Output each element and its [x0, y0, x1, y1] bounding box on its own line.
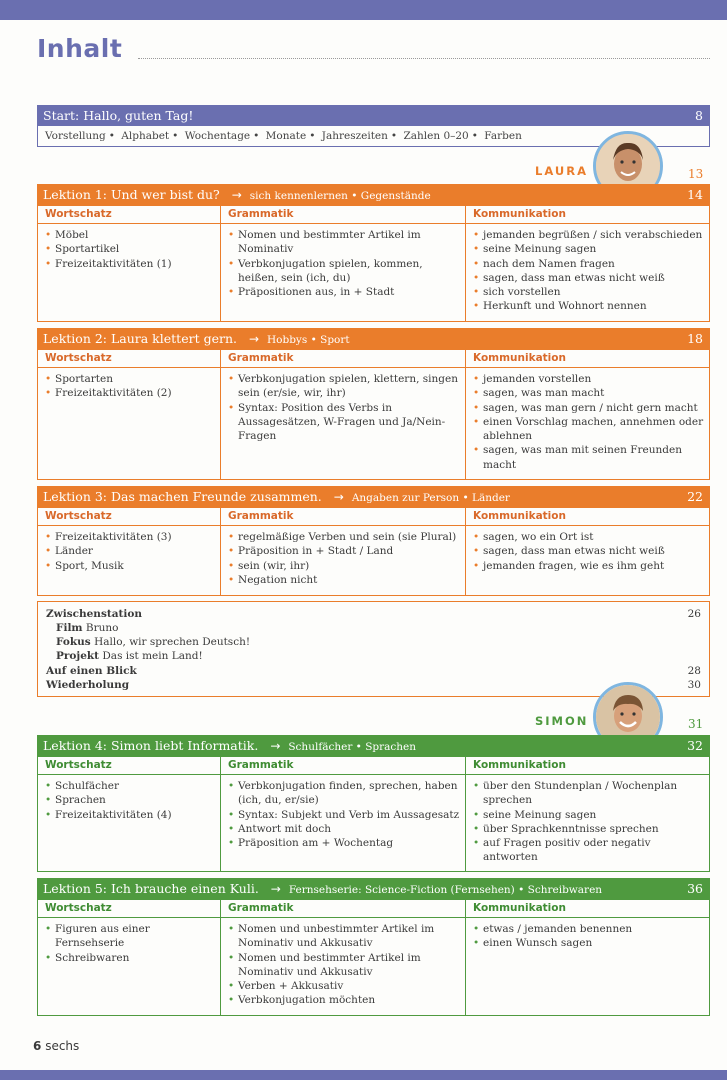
character-page-laura: 13 — [688, 167, 704, 181]
kommunikation-column — [465, 206, 709, 321]
lesson-title: Lektion 5: Ich brauche einen Kuli. — [43, 881, 259, 896]
grammatik-header: Grammatik — [221, 900, 465, 918]
page-title: Inhalt — [37, 34, 123, 63]
fokus-value: Hallo, wir sprechen Deutsch! — [94, 636, 251, 648]
wortschatz-column — [38, 350, 220, 479]
projekt-value: Das ist mein Land! — [102, 650, 203, 662]
list-item: • einen Vorschlag machen, annehmen oder ablehnen — [483, 415, 705, 444]
kommunikation-header: Kommunikation — [466, 508, 709, 526]
kommunikation-column — [465, 900, 709, 1015]
title-dotted-rule — [138, 58, 710, 59]
wiederholung-row[interactable] — [46, 678, 701, 692]
film-value: Bruno — [85, 622, 119, 634]
start-topic: Zahlen 0–20 — [403, 130, 469, 142]
arrow-right-icon: → — [270, 739, 281, 753]
list-item: • Verbkonjugation möchten — [238, 993, 461, 1007]
grammatik-column — [220, 757, 465, 871]
lesson-subtitle: Fernsehserie: Science-Fiction (Fernsehen) • Schreibwaren — [288, 884, 603, 896]
list-item: • seine Meinung sagen — [483, 808, 705, 822]
list-item: • Präpositionen aus, in + Stadt — [238, 285, 461, 299]
list-item: • etwas / jemanden benennen — [483, 922, 705, 936]
lesson-page: 22 — [687, 489, 703, 504]
projekt-label: Projekt — [56, 650, 100, 662]
list-item: • Schreibwaren — [55, 951, 216, 965]
wortschatz-column — [38, 508, 220, 595]
list-item: • nach dem Namen fragen — [483, 257, 705, 271]
list-item: • über den Stundenplan / Wochenplan sprechen — [483, 779, 705, 808]
wiederholung-label: Wiederholung — [46, 679, 130, 691]
lesson-page: 36 — [687, 881, 703, 896]
list-item: • Sport, Musik — [55, 559, 216, 573]
list-item: • Antwort mit doch — [238, 822, 461, 836]
list-item: • auf Fragen positiv oder negativ antworten — [483, 836, 705, 865]
list-item: • Nomen und unbestimmter Artikel im Nominativ und Akkusativ — [238, 922, 461, 951]
list-item: • sich vorstellen — [483, 285, 705, 299]
list-item: • sagen, dass man etwas nicht weiß — [483, 544, 705, 558]
kommunikation-header: Kommunikation — [466, 757, 709, 775]
list-item: • sagen, was man mit seinen Freunden macht — [483, 443, 705, 472]
list-item: • jemanden fragen, wie es ihm geht — [483, 559, 705, 573]
projekt-row — [56, 649, 701, 663]
wortschatz-header: Wortschatz — [38, 350, 220, 368]
character-name-simon: SIMON — [535, 714, 589, 728]
wiederholung-page: 30 — [687, 679, 701, 691]
list-item: • Syntax: Subjekt und Verb im Aussagesatz — [238, 808, 461, 822]
wortschatz-column — [38, 206, 220, 321]
list-item: • Präposition in + Stadt / Land — [238, 544, 461, 558]
lesson-2-bar[interactable] — [37, 328, 710, 349]
grammatik-header: Grammatik — [221, 508, 465, 526]
list-item: • Syntax: Position des Verbs in Aussagesätzen, W-Fragen und Ja/Nein-Fragen — [238, 401, 461, 444]
list-item: • Nomen und bestimmter Artikel im Nominativ und Akkusativ — [238, 951, 461, 980]
lesson-2-table — [37, 349, 710, 480]
list-item: • Schulfächer — [55, 779, 216, 793]
lesson-5-table — [37, 899, 710, 1016]
grammatik-column — [220, 900, 465, 1015]
list-item: • jemanden vorstellen — [483, 372, 705, 386]
list-item: • regelmäßige Verben und sein (sie Plural) — [238, 530, 461, 544]
character-name-laura: LAURA — [535, 164, 588, 178]
start-topic: Monate — [265, 130, 307, 142]
lesson-3-table — [37, 507, 710, 596]
wortschatz-header: Wortschatz — [38, 757, 220, 775]
grammatik-header: Grammatik — [221, 757, 465, 775]
fokus-row — [56, 635, 701, 649]
list-item: • sein (wir, ihr) — [238, 559, 461, 573]
character-page-simon: 31 — [688, 717, 704, 731]
film-row — [56, 621, 701, 635]
film-label: Film — [56, 622, 83, 634]
list-item: • Verbkonjugation finden, sprechen, haben (ich, du, er/sie) — [238, 779, 461, 808]
lesson-title: Lektion 1: Und wer bist du? — [43, 187, 220, 202]
grammatik-column — [220, 350, 465, 479]
list-item: • Figuren aus einer Fernsehserie — [55, 922, 216, 951]
lesson-1-bar[interactable] — [37, 184, 710, 205]
lesson-title: Lektion 2: Laura klettert gern. — [43, 331, 237, 346]
list-item: • Sportarten — [55, 372, 216, 386]
grammatik-header: Grammatik — [221, 206, 465, 224]
auf-einen-blick-page: 28 — [687, 665, 701, 677]
kommunikation-header: Kommunikation — [466, 350, 709, 368]
start-topic: Jahreszeiten — [321, 130, 388, 142]
lesson-5-bar[interactable] — [37, 878, 710, 899]
list-item: • sagen, dass man etwas nicht weiß — [483, 271, 705, 285]
list-item: • Länder — [55, 544, 216, 558]
grammatik-column — [220, 508, 465, 595]
lesson-4-bar[interactable] — [37, 735, 710, 756]
list-item: • seine Meinung sagen — [483, 242, 705, 256]
auf-einen-blick-row[interactable] — [46, 664, 701, 678]
zwischenstation-title: Zwischenstation — [46, 608, 142, 620]
auf-einen-blick-label: Auf einen Blick — [46, 665, 137, 677]
list-item: • Negation nicht — [238, 573, 461, 587]
wortschatz-column — [38, 757, 220, 871]
lesson-subtitle: sich kennenlernen • Gegenstände — [249, 190, 431, 202]
lesson-page: 18 — [687, 331, 703, 346]
list-item: • Freizeitaktivitäten (4) — [55, 808, 216, 822]
list-item: • Herkunft und Wohnort nennen — [483, 299, 705, 313]
lesson-subtitle: Angaben zur Person • Länder — [351, 492, 510, 504]
arrow-right-icon: → — [248, 332, 260, 346]
grammatik-column — [220, 206, 465, 321]
list-item: • Nomen und bestimmter Artikel im Nominativ — [238, 228, 461, 257]
list-item: • Freizeitaktivitäten (1) — [55, 257, 216, 271]
page-footer — [33, 1039, 79, 1053]
kommunikation-header: Kommunikation — [466, 206, 709, 224]
list-item: • Verbkonjugation spielen, klettern, singen sein (er/sie, wir, ihr) — [238, 372, 461, 401]
start-title: Start: Hallo, guten Tag! — [43, 108, 194, 123]
lesson-subtitle: Hobbys • Sport — [267, 334, 350, 346]
top-color-bar — [0, 0, 727, 20]
lesson-page: 32 — [687, 738, 703, 753]
list-item: • Sportartikel — [55, 242, 216, 256]
zwischenstation-page: 26 — [687, 608, 701, 620]
lesson-title: Lektion 3: Das machen Freunde zusammen. — [43, 489, 322, 504]
kommunikation-column — [465, 757, 709, 871]
list-item: • Möbel — [55, 228, 216, 242]
lesson-3-bar[interactable] — [37, 486, 710, 507]
page-number-word: sechs — [45, 1039, 80, 1053]
kommunikation-header: Kommunikation — [466, 900, 709, 918]
lesson-title: Lektion 4: Simon liebt Informatik. — [43, 738, 259, 753]
start-page: 8 — [695, 108, 703, 123]
list-item: • sagen, was man gern / nicht gern macht — [483, 401, 705, 415]
list-item: • einen Wunsch sagen — [483, 936, 705, 950]
start-topic: Alphabet — [121, 130, 170, 142]
fokus-label: Fokus — [56, 636, 91, 648]
arrow-right-icon: → — [270, 882, 281, 896]
zwischenstation-row[interactable] — [46, 607, 701, 621]
start-topic: Farben — [484, 130, 522, 142]
lesson-1-table — [37, 205, 710, 322]
list-item: • Freizeitaktivitäten (3) — [55, 530, 216, 544]
arrow-right-icon: → — [333, 490, 344, 504]
start-section-bar[interactable] — [37, 105, 710, 126]
wortschatz-header: Wortschatz — [38, 508, 220, 526]
page-number: 6 — [33, 1039, 42, 1053]
kommunikation-column — [465, 350, 709, 479]
wortschatz-column — [38, 900, 220, 1015]
list-item: • über Sprachkenntnisse sprechen — [483, 822, 705, 836]
lesson-4-table — [37, 756, 710, 872]
list-item: • Präposition am + Wochentag — [238, 836, 461, 850]
list-item: • Sprachen — [55, 793, 216, 807]
list-item: • sagen, was man macht — [483, 386, 705, 400]
grammatik-header: Grammatik — [221, 350, 465, 368]
start-topic: Vorstellung — [45, 130, 106, 142]
arrow-right-icon: → — [231, 188, 242, 202]
lesson-subtitle: Schulfächer • Sprachen — [288, 741, 417, 753]
start-topic: Wochentage — [184, 130, 251, 142]
kommunikation-column — [465, 508, 709, 595]
wortschatz-header: Wortschatz — [38, 900, 220, 918]
list-item: • Verbkonjugation spielen, kommen, heißen, sein (ich, du) — [238, 257, 461, 286]
wortschatz-header: Wortschatz — [38, 206, 220, 224]
list-item: • sagen, wo ein Ort ist — [483, 530, 705, 544]
bottom-color-bar — [0, 1070, 727, 1080]
zwischenstation-box — [37, 601, 710, 697]
list-item: • jemanden begrüßen / sich verabschieden — [483, 228, 705, 242]
start-topics: Vorstellung • Alphabet • Wochentage • Monate • Jahreszeiten • Zahlen 0–20 • Farben — [37, 126, 710, 147]
list-item: • Verben + Akkusativ — [238, 979, 461, 993]
list-item: • Freizeitaktivitäten (2) — [55, 386, 216, 400]
lesson-page: 14 — [687, 187, 703, 202]
